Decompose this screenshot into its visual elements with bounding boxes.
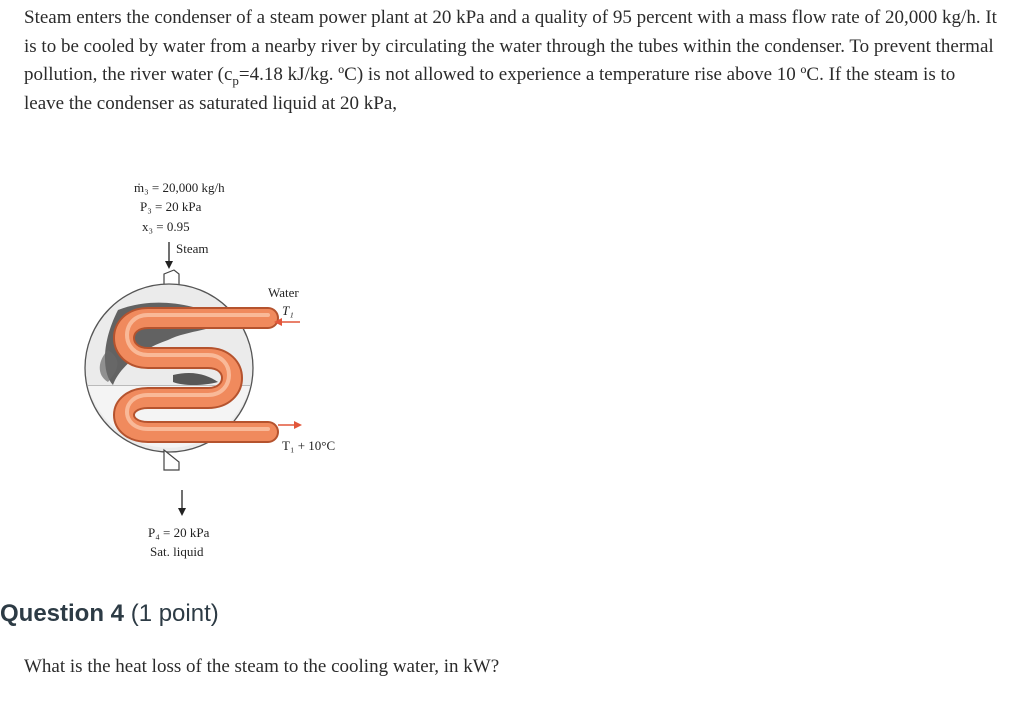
water-inlet-temp-label: T₁ [282, 303, 294, 318]
steam-label: Steam [176, 241, 209, 256]
problem-text-part2: =4.18 kJ/kg. ºC) is not allowed to experience a temperature rise above 10 ºC. If the steam is to leave the condenser as saturated liquid at 20 kPa, [24, 64, 956, 114]
question-title: Question 4 [0, 600, 125, 627]
problem-text-part1: Steam enters the condenser of a steam power plant at 20 kPa and a quality of 95 percent with a mass flow rate of 20,000 kg/h. It is to be cooled by water from a nearby river by circulating the water through the tubes within the condenser. To prevent thermal pollution, the river water (c [24, 7, 997, 85]
water-outlet-temp-label: T₁ + 10°C [282, 438, 336, 453]
steam-inlet-arrow [165, 242, 173, 269]
question-text: What is the heat loss of the steam to the cooling water, in kW? [24, 656, 500, 677]
question-heading [0, 600, 219, 628]
water-label: Water [268, 285, 299, 300]
condenser-diagram [78, 170, 368, 570]
water-outlet-arrow [278, 421, 302, 429]
condensate-outlet-arrow [178, 490, 186, 516]
outlet-pressure-label: P₄ = 20 kPa [148, 525, 210, 540]
inlet-quality-label: x₃ = 0.95 [142, 219, 190, 234]
problem-statement [24, 4, 999, 118]
condenser-figure [78, 170, 368, 570]
question-points: (1 point) [130, 600, 219, 627]
outlet-state-label: Sat. liquid [150, 544, 204, 559]
inlet-pressure-label: P₃ = 20 kPa [140, 199, 202, 214]
inlet-mass-flow-label: ṁ₃ = 20,000 kg/h [134, 180, 225, 195]
problem-text-subscript: p [232, 72, 239, 88]
